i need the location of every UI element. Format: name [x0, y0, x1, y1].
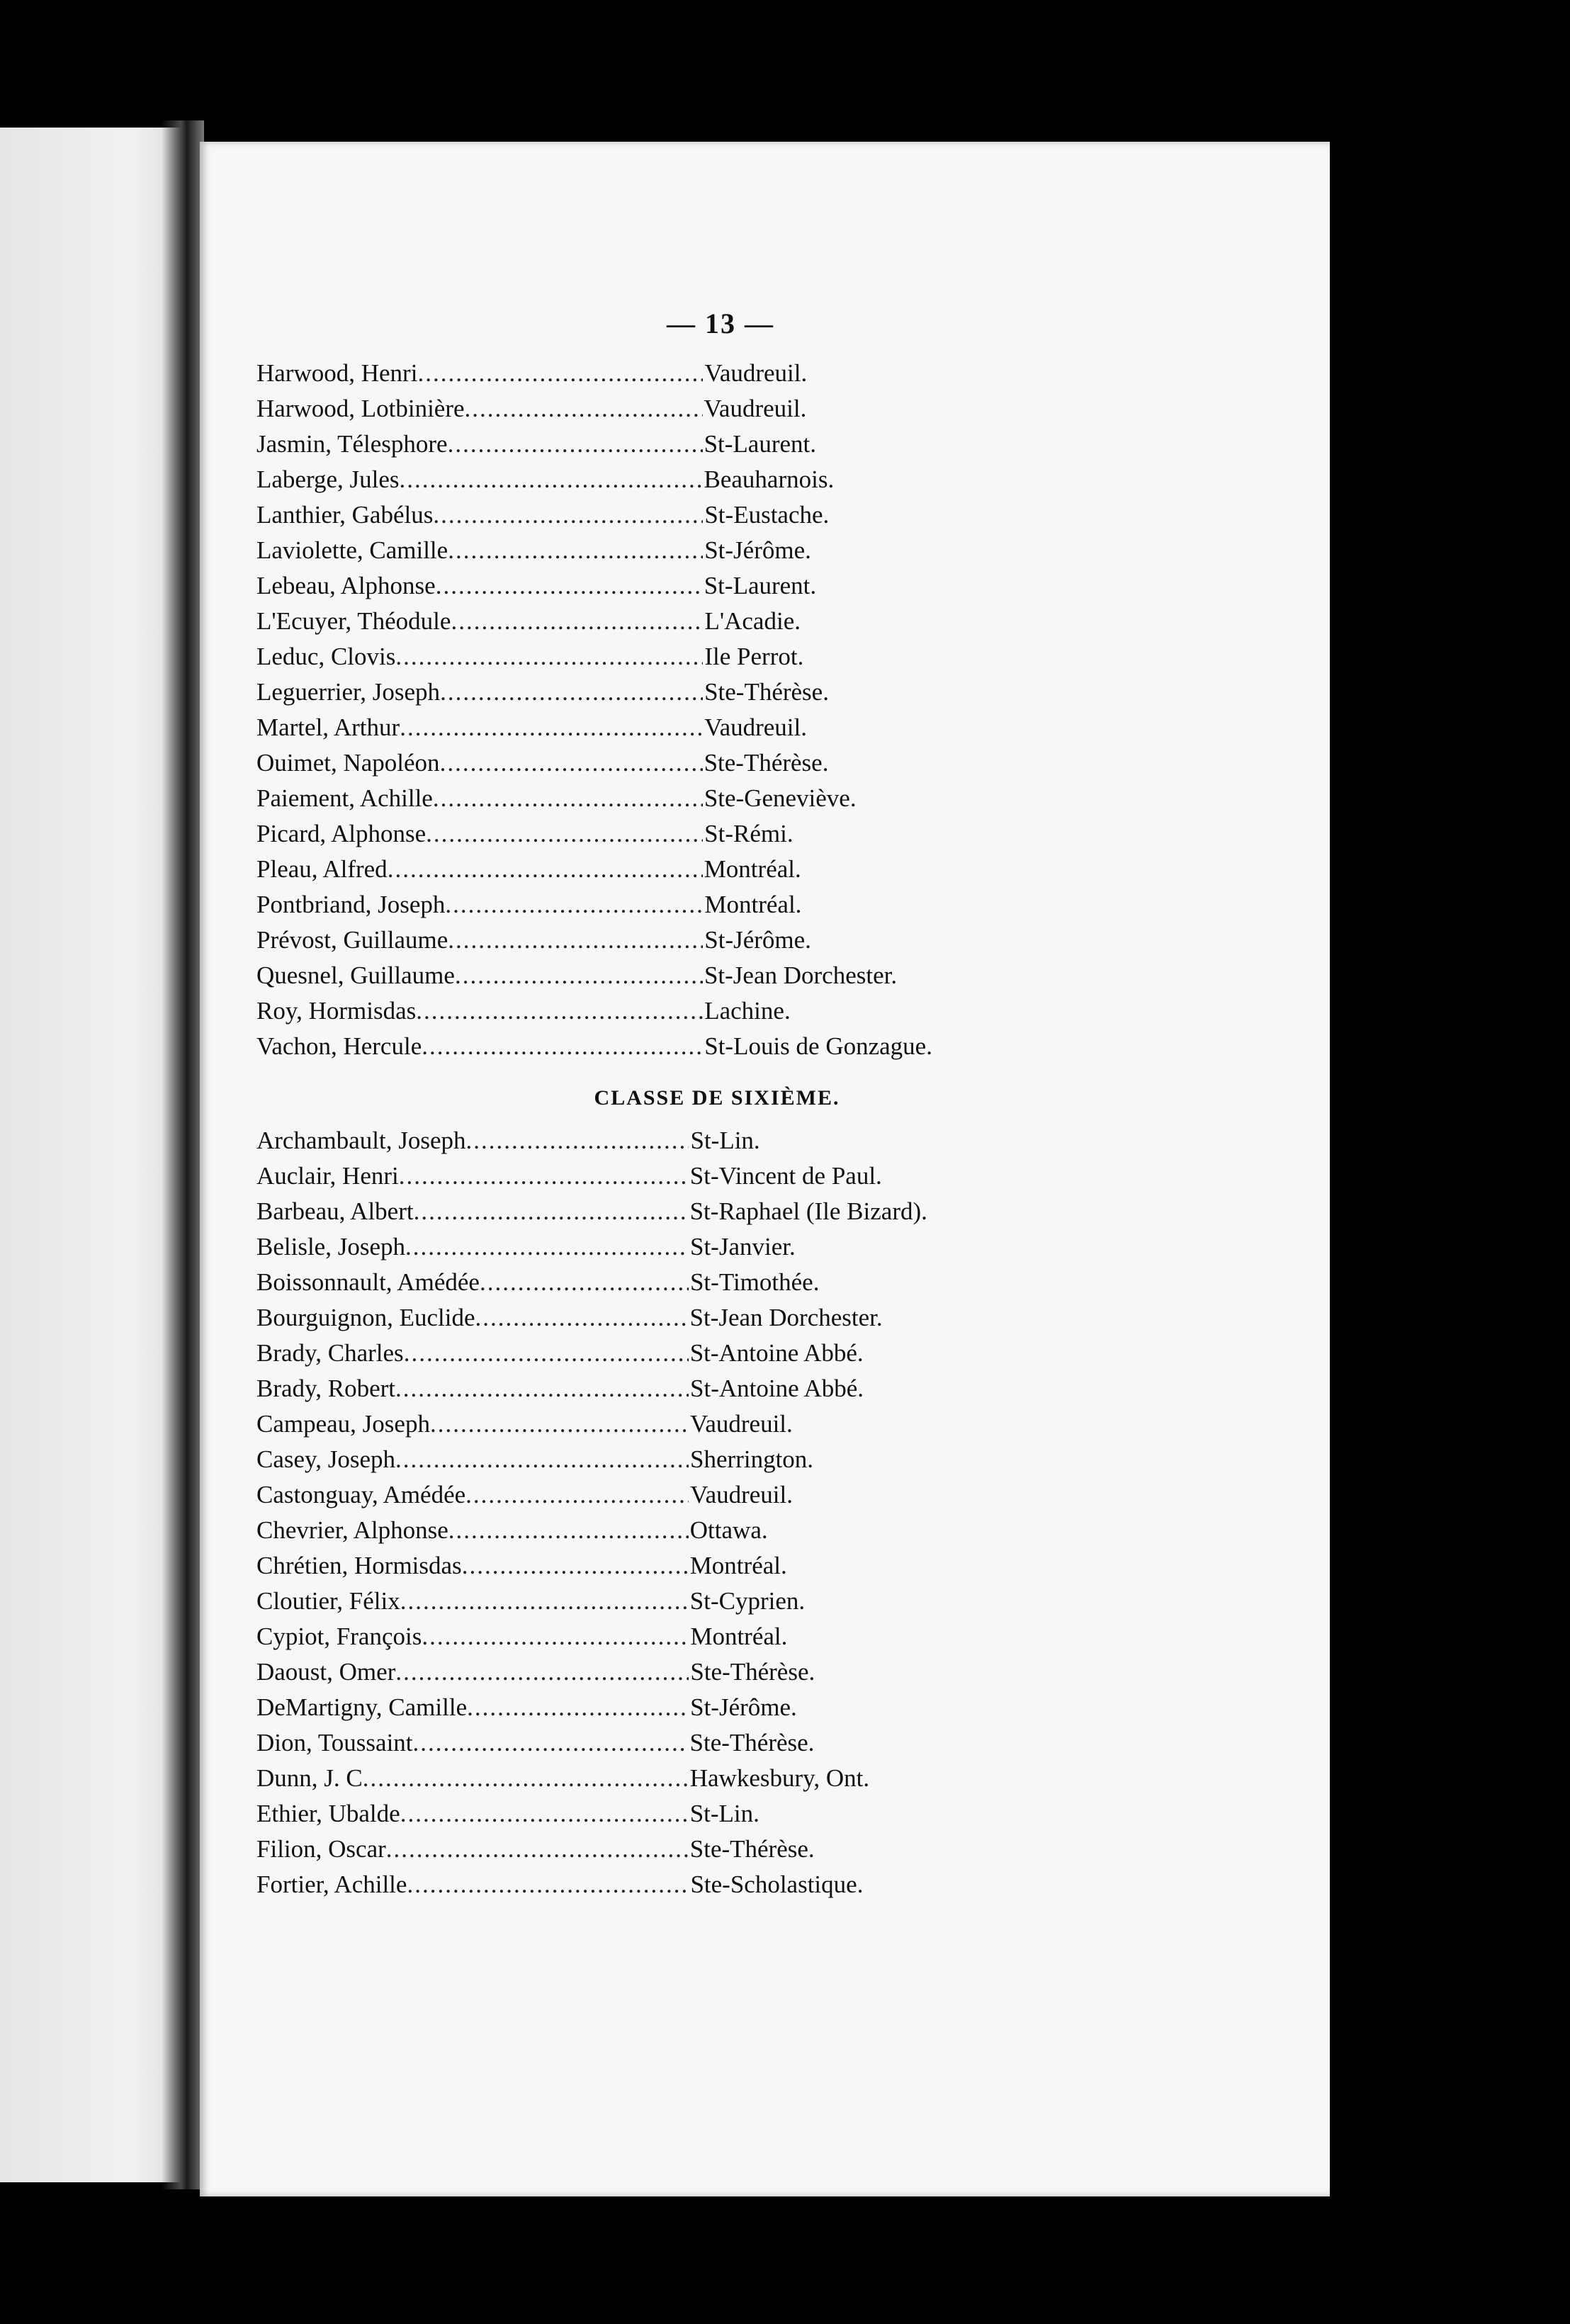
student-name: Casey, Joseph: [256, 1445, 396, 1473]
list-entry: [256, 1229, 1284, 1265]
home-town: Beauharnois.: [704, 466, 835, 493]
dot-leader: [448, 427, 703, 462]
section-heading: CLASSE DE SIXIÈME.: [594, 1086, 840, 1110]
student-name: Ouimet, Napoléon: [256, 749, 440, 777]
dot-leader: [448, 533, 703, 568]
student-name: Ethier, Ubalde: [256, 1800, 400, 1827]
home-town: Montréal.: [704, 855, 801, 883]
list-entry: [256, 1477, 1284, 1513]
dot-leader: [422, 1619, 689, 1654]
home-town: Ottawa.: [689, 1516, 768, 1544]
list-entry: [256, 1123, 1284, 1158]
dot-leader: [467, 1690, 689, 1725]
list-entry: [256, 639, 1284, 675]
student-name: Bourguignon, Euclide: [256, 1304, 475, 1331]
dot-leader: [445, 887, 703, 923]
student-name: L'Ecuyer, Théodule: [256, 607, 451, 635]
home-town: Ste-Geneviève.: [704, 784, 857, 812]
student-name: Dion, Toussaint: [256, 1729, 413, 1756]
home-town: St-Vincent de Paul.: [689, 1162, 882, 1190]
home-town: Vaudreuil.: [704, 395, 807, 422]
home-town: St-Lin.: [689, 1800, 759, 1827]
list-entry: [256, 993, 1284, 1029]
home-town: Montréal.: [690, 1623, 788, 1650]
dot-leader: [388, 852, 703, 887]
list-entry: [256, 923, 1284, 958]
home-town: Montréal.: [689, 1552, 787, 1579]
list-entry: [256, 1619, 1284, 1654]
dot-leader: [465, 1477, 689, 1513]
home-town: St-Raphael (Ile Bizard).: [689, 1197, 927, 1225]
dot-leader: [363, 1761, 689, 1796]
list-entry: [256, 852, 1284, 887]
student-name: Quesnel, Guillaume: [256, 961, 455, 989]
list-entry: [256, 1654, 1284, 1690]
dot-leader: [480, 1265, 689, 1300]
list-entry: [256, 356, 1284, 391]
list-entry: [256, 675, 1284, 710]
dot-leader: [414, 1194, 689, 1229]
list-entry: [256, 1548, 1284, 1584]
dot-leader: [395, 1442, 689, 1477]
dot-leader: [407, 1867, 689, 1902]
list-entry: [256, 958, 1284, 993]
dot-leader: [451, 604, 703, 639]
student-name: Cloutier, Félix: [256, 1587, 400, 1615]
home-town: St-Cyprien.: [689, 1587, 806, 1615]
home-town: St-Laurent.: [704, 430, 817, 458]
home-town: Vaudreuil.: [690, 1481, 793, 1508]
list-entry: [256, 1725, 1284, 1761]
dot-leader: [400, 710, 703, 745]
home-town: Ste-Thérèse.: [690, 1658, 815, 1686]
student-name: Martel, Arthur: [256, 713, 400, 741]
list-entry: [256, 568, 1284, 604]
dot-leader: [448, 1513, 689, 1548]
home-town: St-Laurent.: [704, 572, 817, 599]
dot-leader: [440, 675, 703, 710]
home-town: St-Rémi.: [704, 820, 794, 847]
dot-leader: [436, 568, 703, 604]
list-entry: [256, 1442, 1284, 1477]
student-name: Pleau, Alfred: [256, 855, 388, 883]
home-town: St-Janvier.: [689, 1233, 796, 1260]
home-town: L'Acadie.: [704, 607, 801, 635]
list-entry: [256, 1761, 1284, 1796]
home-town: St-Timothée.: [689, 1268, 820, 1296]
list-entry: [256, 1371, 1284, 1406]
list-entry: [256, 887, 1284, 923]
home-town: Hawkesbury, Ont.: [689, 1764, 870, 1792]
student-name: Chrétien, Hormisdas: [256, 1552, 462, 1579]
dot-leader: [430, 1406, 689, 1442]
list-entry: [256, 1690, 1284, 1725]
student-name: Belisle, Joseph: [256, 1233, 405, 1260]
home-town: St-Eustache.: [704, 501, 830, 529]
home-town: Ste-Thérèse.: [704, 678, 829, 706]
home-town: Vaudreuil.: [704, 359, 808, 387]
list-entry: [256, 1406, 1284, 1442]
home-town: Lachine.: [704, 997, 791, 1025]
dot-leader: [405, 1229, 689, 1265]
student-name: Leguerrier, Joseph: [256, 678, 441, 706]
list-entry: [256, 1513, 1284, 1548]
student-name: DeMartigny, Camille: [256, 1693, 468, 1721]
list-entry: [256, 427, 1284, 462]
dot-leader: [433, 781, 703, 816]
dot-leader: [426, 816, 703, 852]
student-list-first: [256, 356, 1284, 1064]
home-town: St-Lin.: [690, 1127, 760, 1154]
dot-leader: [413, 1725, 689, 1761]
dot-leader: [404, 1336, 689, 1371]
home-town: Ste-Scholastique.: [690, 1871, 864, 1898]
dot-leader: [462, 1548, 689, 1584]
list-entry: [256, 745, 1284, 781]
student-name: Harwood, Lotbinière: [256, 395, 465, 422]
list-entry: [256, 1336, 1284, 1371]
home-town: St-Jérôme.: [690, 1693, 797, 1721]
student-name: Auclair, Henri: [256, 1162, 399, 1190]
list-entry: [256, 462, 1284, 497]
student-name: Laberge, Jules: [256, 466, 400, 493]
dot-leader: [399, 1158, 689, 1194]
dot-leader: [400, 1584, 689, 1619]
home-town: Vaudreuil.: [689, 1410, 793, 1438]
home-town: Ste-Thérèse.: [689, 1835, 815, 1863]
page-number: — 13 —: [667, 308, 774, 339]
dot-leader: [440, 745, 703, 781]
home-town: St-Louis de Gonzague.: [704, 1032, 932, 1060]
student-name: Castonguay, Amédée: [256, 1481, 466, 1508]
dot-leader: [465, 391, 703, 427]
dot-leader: [400, 1796, 689, 1832]
student-name: Leduc, Clovis: [256, 643, 396, 670]
home-town: St-Antoine Abbé.: [689, 1339, 864, 1367]
list-entry: [256, 604, 1284, 639]
list-entry: [256, 781, 1284, 816]
list-entry: [256, 1867, 1284, 1902]
list-entry: [256, 1158, 1284, 1194]
student-name: Dunn, J. C: [256, 1764, 363, 1792]
student-name: Archambault, Joseph: [256, 1127, 466, 1154]
dot-leader: [475, 1300, 689, 1336]
home-town: St-Jean Dorchester.: [704, 961, 898, 989]
list-entry: [256, 1194, 1284, 1229]
dot-leader: [455, 958, 703, 993]
book-gutter: [162, 120, 204, 2189]
list-entry: [256, 533, 1284, 568]
dot-leader: [417, 356, 703, 391]
list-entry: [256, 710, 1284, 745]
dot-leader: [386, 1832, 689, 1867]
dot-leader: [465, 1123, 689, 1158]
dot-leader: [395, 639, 703, 675]
list-entry: [256, 1584, 1284, 1619]
student-name: Lebeau, Alphonse: [256, 572, 436, 599]
student-name: Boissonnault, Amédée: [256, 1268, 480, 1296]
dot-leader: [400, 462, 703, 497]
dot-leader: [448, 923, 703, 958]
home-town: Ile Perrot.: [704, 643, 804, 670]
book-page: [200, 142, 1330, 2196]
home-town: Sherrington.: [690, 1445, 814, 1473]
home-town: Vaudreuil.: [704, 713, 808, 741]
home-town: St-Jérôme.: [704, 536, 811, 564]
student-name: Jasmin, Télesphore: [256, 430, 448, 458]
student-name: Picard, Alphonse: [256, 820, 427, 847]
student-name: Paiement, Achille: [256, 784, 433, 812]
student-name: Fortier, Achille: [256, 1871, 407, 1898]
student-name: Cypiot, François: [256, 1623, 422, 1650]
student-name: Laviolette, Camille: [256, 536, 448, 564]
student-list-sixieme: [256, 1123, 1284, 1902]
dot-leader: [433, 497, 703, 533]
student-name: Brady, Charles: [256, 1339, 404, 1367]
home-town: St-Jérôme.: [704, 926, 811, 954]
list-entry: [256, 816, 1284, 852]
student-name: Roy, Hormisdas: [256, 997, 417, 1025]
student-name: Barbeau, Albert: [256, 1197, 414, 1225]
student-name: Lanthier, Gabélus: [256, 501, 434, 529]
home-town: St-Jean Dorchester.: [689, 1304, 883, 1331]
student-name: Prévost, Guillaume: [256, 926, 448, 954]
student-name: Filion, Oscar: [256, 1835, 386, 1863]
dot-leader: [416, 993, 703, 1029]
student-name: Campeau, Joseph: [256, 1410, 430, 1438]
list-entry: [256, 1832, 1284, 1867]
student-name: Harwood, Henri: [256, 359, 418, 387]
dot-leader: [422, 1029, 703, 1064]
student-name: Daoust, Omer: [256, 1658, 396, 1686]
student-name: Brady, Robert: [256, 1375, 396, 1402]
student-name: Pontbriand, Joseph: [256, 891, 446, 918]
student-name: Chevrier, Alphonse: [256, 1516, 448, 1544]
home-town: St-Antoine Abbé.: [690, 1375, 864, 1402]
home-town: Ste-Thérèse.: [689, 1729, 815, 1756]
list-entry: [256, 1300, 1284, 1336]
dot-leader: [395, 1654, 689, 1690]
list-entry: [256, 391, 1284, 427]
home-town: Ste-Thérèse.: [704, 749, 829, 777]
home-town: Montréal.: [704, 891, 802, 918]
list-entry: [256, 1029, 1284, 1064]
list-entry: [256, 1265, 1284, 1300]
dot-leader: [395, 1371, 689, 1406]
list-entry: [256, 1796, 1284, 1832]
student-name: Vachon, Hercule: [256, 1032, 422, 1060]
list-entry: [256, 497, 1284, 533]
